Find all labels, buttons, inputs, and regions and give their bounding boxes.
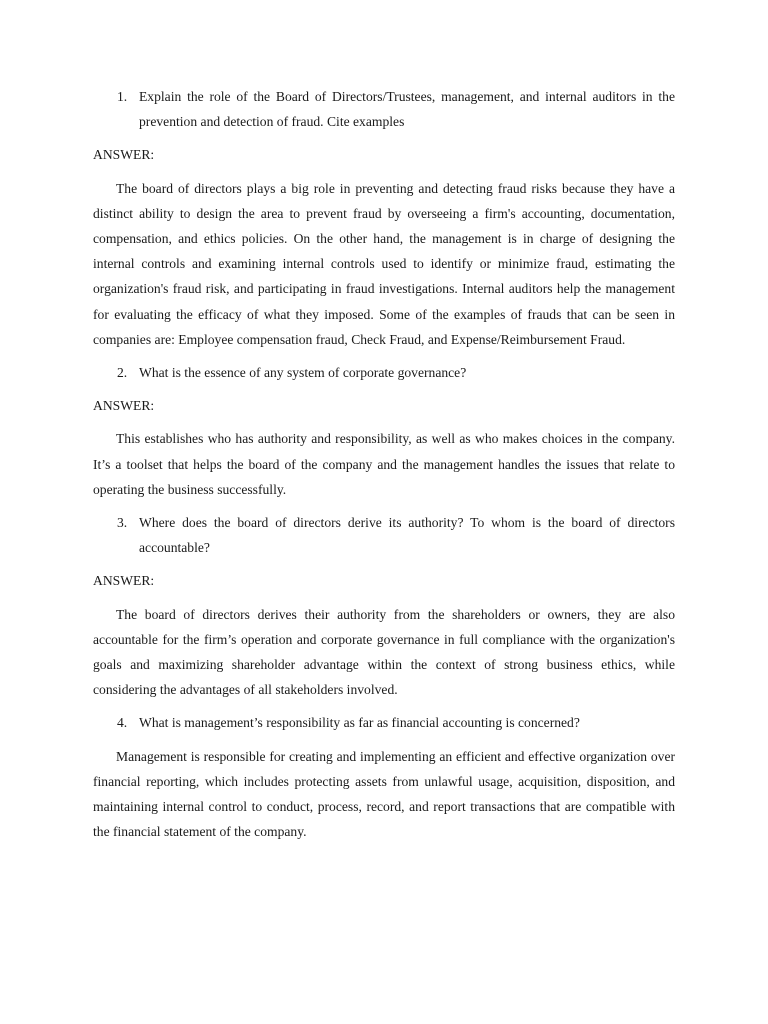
- question-number: 3.: [117, 515, 128, 531]
- question-text: What is management’s responsibility as far as financial accounting is concerned?: [139, 715, 580, 731]
- answer-label: ANSWER:: [93, 398, 155, 414]
- question-text: Where does the board of directors derive its authority? To whom is the board of directors accountable?: [139, 515, 675, 556]
- question-4: [93, 710, 675, 735]
- question-1: [93, 84, 675, 134]
- answer-label: ANSWER:: [93, 147, 155, 163]
- answer-paragraph: The board of directors plays a big role in preventing and detecting fraud risks because they have a distinct ability to design the area to prevent fraud by overseeing a firm's accounting, documentation, compensation, and ethics policies. On the other hand, the management is in charge of designing the internal controls and examining internal controls used to identify or minimize fraud, estimating the organization's fraud risk, and participating in fraud investigations. Internal auditors help the management for evaluating the efficacy of what they imposed. Some of the examples of frauds that can be seen in companies are: Employee compensation fraud, Check Fraud, and Expense/Reimbursement Fraud.: [93, 180, 675, 347]
- question-number: 4.: [117, 715, 128, 731]
- answer-paragraph: The board of directors derives their authority from the shareholders or owners, they are also accountable for the firm’s operation and corporate governance in full compliance with the organization's goals and maximizing shareholder advantage within the context of strong business ethics, while considering the advantages of all stakeholders involved.: [93, 606, 675, 698]
- answer-paragraph: This establishes who has authority and responsibility, as well as who makes choices in the company. It’s a toolset that helps the board of the company and the management handles the issues that relate to operating the business successfully.: [93, 431, 675, 497]
- answer-label: ANSWER:: [93, 573, 155, 589]
- question-text: What is the essence of any system of corporate governance?: [139, 365, 467, 381]
- question-number: 1.: [117, 89, 128, 104]
- document-page: [93, 84, 675, 852]
- question-2: [93, 360, 675, 385]
- question-number: 2.: [117, 365, 128, 381]
- answer-paragraph: Management is responsible for creating and implementing an efficient and effective organization over financial reporting, which includes protecting assets from unlawful usage, acquisition, disposition, and maintaining internal control to conduct, process, record, and report transactions that are compatible with the financial statement of the company.: [93, 748, 675, 840]
- question-3: [93, 510, 675, 560]
- question-text: Explain the role of the Board of Directors/Trustees, management, and internal auditors in the prevention and detection of fraud. Cite examples: [139, 89, 675, 130]
